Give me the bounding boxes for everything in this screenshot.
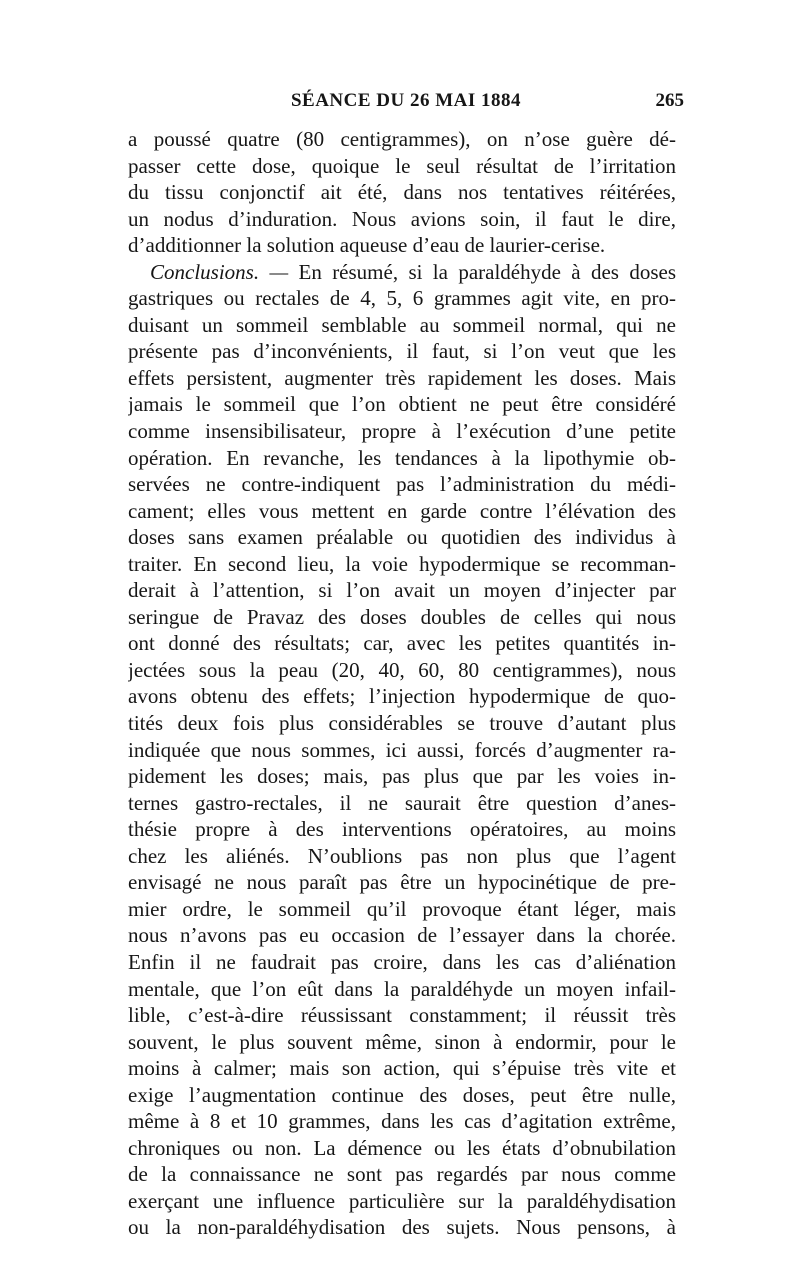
text-line: jectées sous la peau (20, 40, 60, 80 centigrammes), nous bbox=[128, 657, 676, 682]
text-line: du tissu conjonctif ait été, dans nos tentatives réitérées, bbox=[128, 180, 676, 205]
text-line: souvent, le plus souvent même, sinon à endormir, pour le bbox=[128, 1029, 676, 1054]
text-line: exige l’augmentation continue des doses, peut être nulle, bbox=[128, 1082, 676, 1107]
text-line: tités deux fois plus considérables se trouve d’autant plus bbox=[128, 711, 676, 736]
text-line: présente pas d’inconvénients, il faut, si l’on veut que les bbox=[128, 339, 676, 364]
text-body bbox=[128, 126, 676, 1241]
text-line: derait à l’attention, si l’on avait un moyen d’injecter par bbox=[128, 578, 676, 603]
text-line: envisagé ne nous paraît pas être un hypocinétique de pre- bbox=[128, 870, 676, 895]
text-line: lible, c’est-à-dire réussissant constamment; il réussit très bbox=[128, 1003, 676, 1028]
page-header-title: SÉANCE DU 26 MAI 1884 bbox=[290, 90, 522, 111]
text-line: avons obtenu des effets; l’injection hypodermique de quo- bbox=[128, 684, 676, 709]
conclusions-label: Conclusions. — bbox=[150, 259, 289, 284]
text-line: mier ordre, le sommeil qu’il provoque étant léger, mais bbox=[128, 896, 676, 921]
text-line: pidement les doses; mais, pas plus que par les voies in- bbox=[128, 764, 676, 789]
text-line: ternes gastro-rectales, il ne saurait être question d’anes- bbox=[128, 790, 676, 815]
text-line: moins à calmer; mais son action, qui s’épuise très vite et bbox=[128, 1056, 676, 1081]
text-line: seringue de Pravaz des doses doubles de celles qui nous bbox=[128, 604, 676, 629]
text-line: passer cette dose, quoique le seul résultat de l’irritation bbox=[128, 153, 676, 178]
text-line: nous n’avons pas eu occasion de l’essayer dans la chorée. bbox=[128, 923, 676, 948]
text-line: exerçant une influence particulière sur la paraldéhydisation bbox=[128, 1188, 676, 1213]
text-line: comme insensibilisateur, propre à l’exécution d’une petite bbox=[128, 419, 676, 444]
text-line: Enfin il ne faudrait pas croire, dans les cas d’aliénation bbox=[128, 949, 676, 974]
text-line: a poussé quatre (80 centigrammes), on n’ose guère dé- bbox=[128, 127, 676, 151]
text-line: mentale, que l’on eût dans la paraldéhyde un moyen infail- bbox=[128, 976, 676, 1001]
running-head bbox=[128, 88, 684, 118]
text-line: gastriques ou rectales de 4, 5, 6 grammes agit vite, en pro- bbox=[128, 286, 676, 311]
text-line: ou la non-paraldéhydisation des sujets. Nous pensons, à bbox=[128, 1215, 676, 1240]
text-line: de la connaissance ne sont pas regardés par nous comme bbox=[128, 1162, 676, 1187]
text-line: même à 8 et 10 grammes, dans les cas d’agitation extrême, bbox=[128, 1109, 676, 1134]
text-line: effets persistent, augmenter très rapidement les doses. Mais bbox=[128, 365, 676, 390]
text-line: indiquée que nous sommes, ici aussi, forcés d’augmenter ra- bbox=[128, 737, 676, 762]
text-line: opération. En revanche, les tendances à la lipothymie ob- bbox=[128, 445, 676, 470]
page-number: 265 bbox=[655, 90, 684, 111]
text-line: d’additionner la solution aqueuse d’eau de laurier-cerise. bbox=[128, 233, 606, 258]
text-line: un nodus d’induration. Nous avions soin, il faut le dire, bbox=[128, 206, 676, 231]
text-line: thésie propre à des interventions opératoires, au moins bbox=[128, 817, 676, 842]
text-line: cament; elles vous mettent en garde contre l’élévation des bbox=[128, 498, 676, 523]
text-line: servées ne contre-indiquent pas l’administration du médi- bbox=[128, 472, 676, 497]
text-line: doses sans examen préalable ou quotidien des individus à bbox=[128, 525, 676, 550]
text-line: chez les aliénés. N’oublions pas non plus que l’agent bbox=[128, 843, 676, 868]
text-line: jamais le sommeil que l’on obtient ne peut être considéré bbox=[128, 392, 676, 417]
text-line: ont donné des résultats; car, avec les petites quantités in- bbox=[128, 631, 676, 656]
text-line-content: En résumé, si la paraldéhyde à des doses bbox=[298, 259, 676, 284]
text-line: traiter. En second lieu, la voie hypodermique se recomman- bbox=[128, 551, 676, 576]
text-line: duisant un sommeil semblable au sommeil normal, qui ne bbox=[128, 312, 676, 337]
text-line-conclusions bbox=[128, 259, 676, 286]
text-line: chroniques ou non. La démence ou les états d’obnubilation bbox=[128, 1135, 676, 1160]
